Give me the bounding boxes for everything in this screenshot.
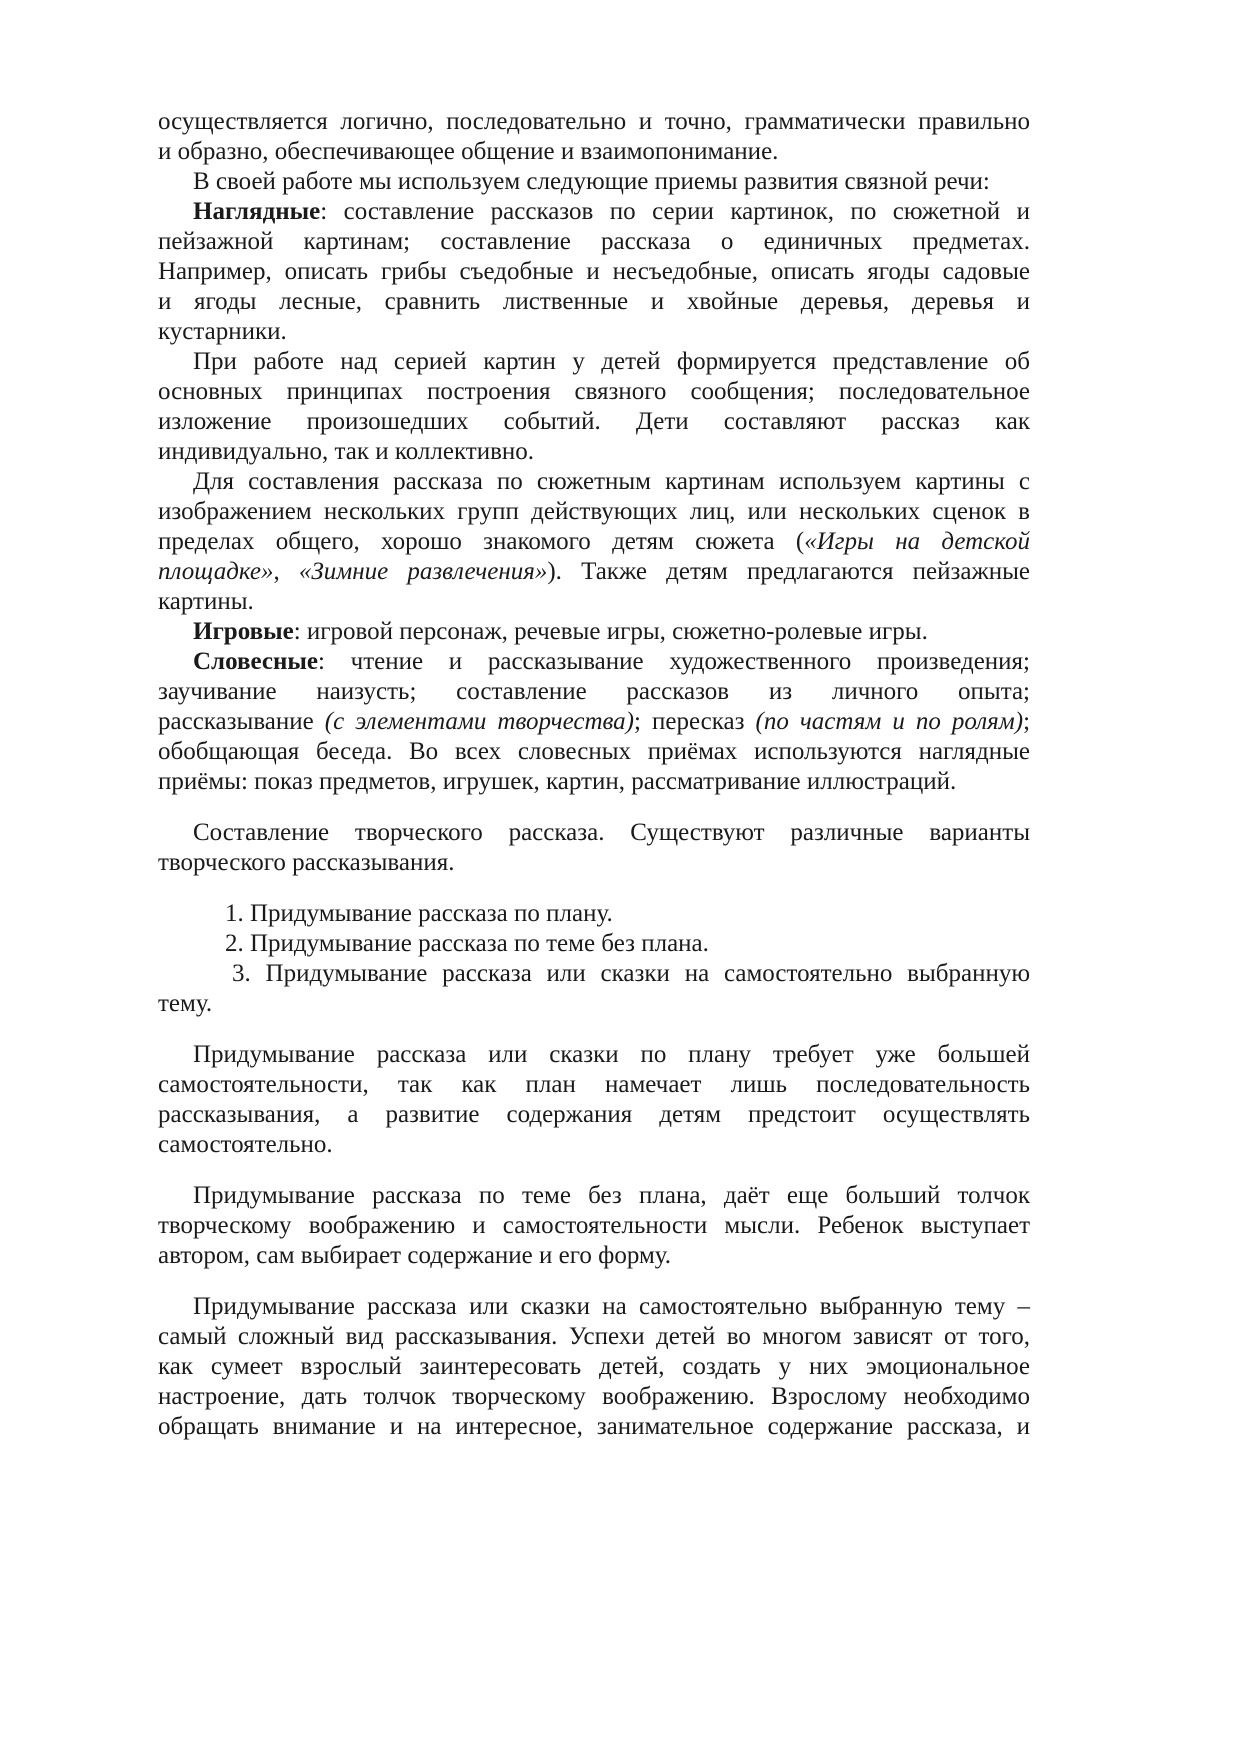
text-run: автором, сам выбирает содержание и его форму. <box>158 1242 672 1269</box>
text-run: настроение, дать толчок творческому воображению. Взрослому необходимо <box>158 1383 1030 1410</box>
text-run: 2. Придумывание рассказа по теме без плана. <box>225 930 709 957</box>
text-run: 1. Придумывание рассказа по плану. <box>225 900 613 927</box>
paragraph-line <box>158 317 1030 347</box>
paragraph-line <box>158 107 1030 137</box>
paragraph-line <box>158 767 1030 797</box>
text-run: В своей работе мы используем следующие приемы развития связной речи: <box>193 168 990 195</box>
paragraph-line <box>158 527 1030 557</box>
paragraph-line <box>158 1070 1030 1100</box>
text-run: самостоятельности, так как план намечает лишь последовательность <box>158 1071 1030 1098</box>
paragraph-line <box>158 347 1030 377</box>
text-run: изложение произошедших событий. Дети составляют рассказ как <box>158 408 1030 435</box>
text-run: самый сложный вид рассказывания. Успехи детей во многом зависят от того, <box>158 1323 1030 1350</box>
text-run: : чтение и рассказывание художественного произведения; <box>317 648 1030 675</box>
paragraph-line <box>158 1040 1030 1070</box>
paragraph-line <box>158 377 1030 407</box>
italic-text: «Зимние развлечения» <box>298 558 548 585</box>
italic-text: площадке» <box>158 558 274 585</box>
text-run: индивидуально, так и коллективно. <box>158 438 535 465</box>
text-run: : составление рассказов по серии картинок, по сюжетной и <box>320 198 1030 225</box>
text-run: Придумывание рассказа или сказки по плану требует уже большей <box>193 1041 1030 1068</box>
paragraph-line <box>158 707 1030 737</box>
bold-term: Словесные <box>193 648 318 675</box>
text-run: самостоятельно. <box>158 1131 333 1158</box>
paragraph-line <box>158 197 1030 227</box>
paragraph-line <box>158 929 1030 959</box>
text-run: картины. <box>158 588 254 615</box>
italic-text: (с элементами творчества) <box>324 708 634 735</box>
paragraph-line <box>158 818 1030 848</box>
paragraph-line <box>158 1130 1030 1160</box>
paragraph-line <box>158 1412 1030 1442</box>
text-run: как сумеет взрослый заинтересовать детей, создать у них эмоциональное <box>158 1353 1030 1380</box>
text-run: Придумывание рассказа или сказки на самостоятельно выбранную тему – <box>193 1293 1030 1320</box>
paragraph-line <box>158 1322 1030 1352</box>
paragraph-line <box>158 1181 1030 1211</box>
paragraph-line <box>158 959 1030 989</box>
text-run: рассказывание <box>158 708 325 735</box>
text-run: : игровой персонаж, речевые игры, сюжетно-ролевые игры. <box>293 618 928 645</box>
text-run: ; <box>1023 708 1031 735</box>
text-run: осуществляется логично, последовательно и точно, грамматически правильно <box>158 108 1030 135</box>
paragraph-line <box>158 1241 1030 1271</box>
paragraph-line <box>158 677 1030 707</box>
paragraph-line <box>158 647 1030 677</box>
bold-term: Игровые <box>193 618 294 645</box>
bold-term: Наглядные <box>193 198 321 225</box>
text-run: творческому воображению и самостоятельности мысли. Ребенок выступает <box>158 1212 1030 1239</box>
text-run: обращать внимание и на интересное, занимательное содержание рассказа, и <box>158 1413 1030 1440</box>
text-run: При работе над серией картин у детей формируется представление об <box>193 348 1030 375</box>
text-run: творческого рассказывания. <box>158 849 455 876</box>
paragraph-line <box>158 899 1030 929</box>
text-run: заучивание наизусть; составление рассказов из личного опыта; <box>158 678 1030 705</box>
paragraph-line <box>158 407 1030 437</box>
text-run: ). Также детям предлагаются пейзажные <box>547 558 1030 585</box>
text-run: и ягоды лесные, сравнить лиственные и хвойные деревья, деревья и <box>158 288 1030 315</box>
text-run: основных принципах построения связного сообщения; последовательное <box>158 378 1030 405</box>
text-run: тему. <box>158 990 213 1017</box>
text-run: ; пересказ <box>634 708 756 735</box>
paragraph-line <box>158 1100 1030 1130</box>
paragraph-line <box>158 557 1030 587</box>
text-run: пределах общего, хорошо знакомого детям сюжета ( <box>158 528 805 555</box>
text-run: обобщающая беседа. Во всех словесных приёмах используются наглядные <box>158 738 1030 765</box>
paragraph-line <box>158 287 1030 317</box>
text-run: кустарники. <box>158 318 287 345</box>
text-run: 3. Придумывание рассказа или сказки на самостоятельно выбранную <box>232 960 1030 987</box>
italic-text: «Игры на детской <box>804 528 1030 555</box>
paragraph-line <box>158 437 1030 467</box>
text-run: изображением нескольких групп действующих лиц, или нескольких сценок в <box>158 498 1030 525</box>
paragraph-line <box>158 1292 1030 1322</box>
text-run: Придумывание рассказа по теме без плана, даёт еще больший толчок <box>193 1182 1030 1209</box>
paragraph-line <box>158 587 1030 617</box>
paragraph-line <box>158 227 1030 257</box>
paragraph-line <box>158 1211 1030 1241</box>
text-run: Для составления рассказа по сюжетным картинам используем картины с <box>193 468 1030 495</box>
paragraph-line <box>158 257 1030 287</box>
text-run: , <box>273 558 299 585</box>
paragraph-line <box>158 617 1030 647</box>
text-run: Например, описать грибы съедобные и несъедобные, описать ягоды садовые <box>158 258 1030 285</box>
paragraph-line <box>158 737 1030 767</box>
paragraph-line <box>158 1382 1030 1412</box>
paragraph-line <box>158 137 1030 167</box>
paragraph-line <box>158 167 1030 197</box>
paragraph-line <box>158 848 1030 878</box>
text-run: пейзажной картинам; составление рассказа о единичных предметах. <box>158 228 1030 255</box>
italic-text: (по частям и по ролям) <box>755 708 1024 735</box>
text-run: рассказывания, а развитие содержания детям предстоит осуществлять <box>158 1101 1030 1128</box>
text-run: Составление творческого рассказа. Существуют различные варианты <box>193 819 1030 846</box>
text-run: приёмы: показ предметов, игрушек, картин, рассматривание иллюстраций. <box>158 768 957 795</box>
text-run: и образно, обеспечивающее общение и взаимопонимание. <box>158 138 779 165</box>
paragraph-line <box>158 1352 1030 1382</box>
paragraph-line <box>158 497 1030 527</box>
paragraph-line <box>158 989 1030 1019</box>
paragraph-line <box>158 467 1030 497</box>
